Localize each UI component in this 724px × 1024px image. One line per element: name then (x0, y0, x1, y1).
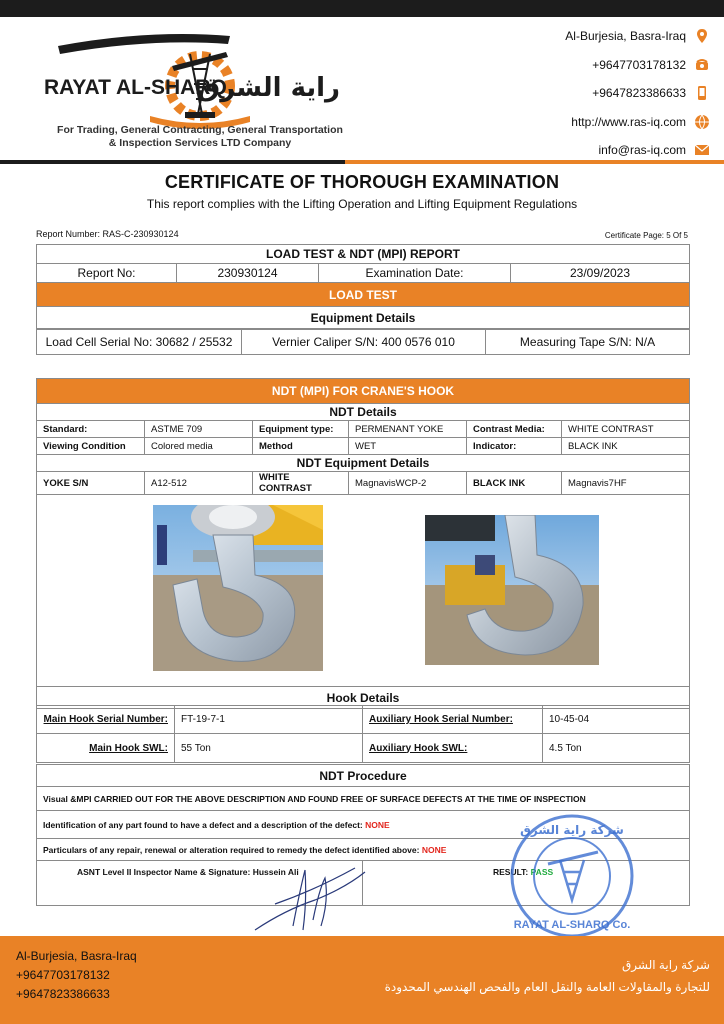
equipment-type-label: Equipment type: (253, 421, 349, 438)
exam-date-value: 23/09/2023 (511, 264, 690, 283)
method-label: Method (253, 438, 349, 455)
exam-date-label: Examination Date: (319, 264, 511, 283)
main-hook-swl-value: 55 Ton (175, 734, 363, 763)
aux-hook-serial-label: Auxiliary Hook Serial Number: (363, 706, 543, 734)
email-text[interactable]: info@ras-iq.com (598, 143, 686, 158)
location-pin-icon (694, 28, 710, 44)
globe-icon (694, 114, 710, 130)
phone-1-text[interactable]: +9647703178132 (592, 57, 686, 72)
contact-block (490, 22, 710, 165)
tagline-line-1: For Trading, General Contracting, General Transportation (57, 124, 343, 136)
viewing-condition-value: Colored media (145, 438, 253, 455)
indicator-value: BLACK INK (562, 438, 690, 455)
load-test-table (36, 244, 690, 329)
footer-address: Al-Burjesia, Basra-Iraq (16, 949, 137, 963)
contrast-media-value: WHITE CONTRAST (562, 421, 690, 438)
equipment-details-heading: Equipment Details (37, 307, 690, 329)
footer-phone-1: +9647703178132 (16, 968, 110, 982)
result-value: PASS (530, 867, 554, 877)
top-dark-bar (0, 0, 724, 17)
measuring-tape-serial: Measuring Tape S/N: N/A (486, 330, 690, 355)
main-hook-serial-value: FT-19-7-1 (175, 706, 363, 734)
stamp-arabic-text: شركة راية الشرق (520, 823, 624, 837)
ndt-details-heading: NDT Details (37, 404, 690, 421)
contact-phone-1 (490, 51, 710, 80)
hook-photo-1 (153, 505, 323, 671)
white-contrast-label: WHITE CONTRAST (253, 472, 349, 495)
contact-address (490, 22, 710, 51)
hook-details-table (36, 705, 690, 763)
equipment-type-value: PERMENANT YOKE (349, 421, 467, 438)
footer-arabic-line-1: شركة راية الشرق (621, 958, 710, 972)
photos-cell (37, 495, 690, 687)
footer-arabic-line-2: للتجارة والمقاولات العامة والنقل العام والفحص الهندسي المحدودة (384, 980, 710, 994)
load-cell-serial: Load Cell Serial No: 30682 / 25532 (37, 330, 242, 355)
phone-icon (694, 57, 710, 73)
viewing-condition-label: Viewing Condition (37, 438, 145, 455)
standard-label: Standard: (37, 421, 145, 438)
white-contrast-value: MagnavisWCP-2 (349, 472, 467, 495)
tagline-line-2: & Inspection Services LTD Company (108, 137, 292, 149)
header-divider-orange (345, 160, 724, 164)
page-title: CERTIFICATE OF THOROUGH EXAMINATION (164, 172, 560, 192)
mail-icon (694, 142, 710, 158)
report-no-value: 230930124 (177, 264, 319, 283)
repair-particulars-value: NONE (421, 844, 447, 855)
yoke-value: A12-512 (145, 472, 253, 495)
load-test-heading: LOAD TEST & NDT (MPI) REPORT (37, 245, 690, 264)
brand-arabic: راية الشرق (196, 73, 340, 103)
ndt-table (36, 378, 690, 709)
page-subtitle: This report complies with the Lifting Operation and Lifting Equipment Regulations (146, 197, 578, 211)
result-label: RESULT: (493, 867, 529, 877)
contrast-media-label: Contrast Media: (467, 421, 562, 438)
header-divider-dark (0, 160, 345, 164)
standard-value: ASTME 709 (145, 421, 253, 438)
repair-particulars-label: Particulars of any repair, renewal or alteration required to remedy the defect identified above: (43, 844, 420, 855)
aux-hook-swl-value: 4.5 Ton (543, 734, 690, 763)
black-ink-value: Magnavis7HF (562, 472, 690, 495)
report-number: Report Number: RAS-C-230930124 (36, 229, 179, 239)
contact-phone-2 (490, 79, 710, 108)
main-hook-serial-label: Main Hook Serial Number: (37, 706, 175, 734)
black-ink-label: BLACK INK (467, 472, 562, 495)
main-hook-swl-label: Main Hook SWL: (37, 734, 175, 763)
stamp-english-text: RAYAT AL-SHARQ Co. (513, 919, 631, 931)
indicator-label: Indicator: (467, 438, 562, 455)
mobile-icon (694, 85, 710, 101)
contact-website (490, 108, 710, 137)
address-text: Al-Burjesia, Basra-Iraq (565, 29, 686, 44)
procedure-line-1: Visual &MPI CARRIED OUT FOR THE ABOVE DESCRIPTION AND FOUND FREE OF SURFACE DEFECTS AT THE TIME OF INSPECTION (37, 787, 690, 811)
vernier-caliper-serial: Vernier Caliper S/N: 400 0576 010 (242, 330, 486, 355)
aux-hook-swl-label: Auxiliary Hook SWL: (363, 734, 543, 763)
report-no-label: Report No: (37, 264, 177, 283)
equipment-table (36, 329, 690, 355)
method-value: WET (349, 438, 467, 455)
yoke-label: YOKE S/N (37, 472, 145, 495)
ndt-bar: NDT (MPI) FOR CRANE'S HOOK (37, 379, 690, 404)
company-stamp (508, 812, 636, 940)
aux-hook-serial-value: 10-45-04 (543, 706, 690, 734)
website-text[interactable]: http://www.ras-iq.com (571, 114, 686, 129)
footer-phone-2: +9647823386633 (16, 987, 110, 1001)
hook-details-heading: Hook Details (37, 687, 690, 709)
inspector-signature (245, 860, 375, 940)
brand-english: RAYAT AL-SHARQ (44, 76, 227, 99)
ndt-equipment-heading: NDT Equipment Details (37, 455, 690, 472)
footer-contact (16, 947, 137, 1004)
defect-identification-value: NONE (365, 819, 390, 830)
company-logo (30, 24, 370, 154)
ndt-procedure-heading: NDT Procedure (37, 765, 690, 787)
inspector-name: ASNT Level II Inspector Name & Signature: Hussein Ali (77, 867, 299, 877)
load-test-bar: LOAD TEST (37, 283, 690, 307)
hook-photo-2 (425, 515, 599, 665)
certificate-page: Certificate Page: 5 Of 5 (604, 231, 688, 240)
defect-identification-label: Identification of any part found to have a defect and a description of the defect: (43, 819, 363, 830)
footer-company-arabic (385, 954, 710, 998)
phone-2-text[interactable]: +9647823386633 (592, 86, 686, 101)
